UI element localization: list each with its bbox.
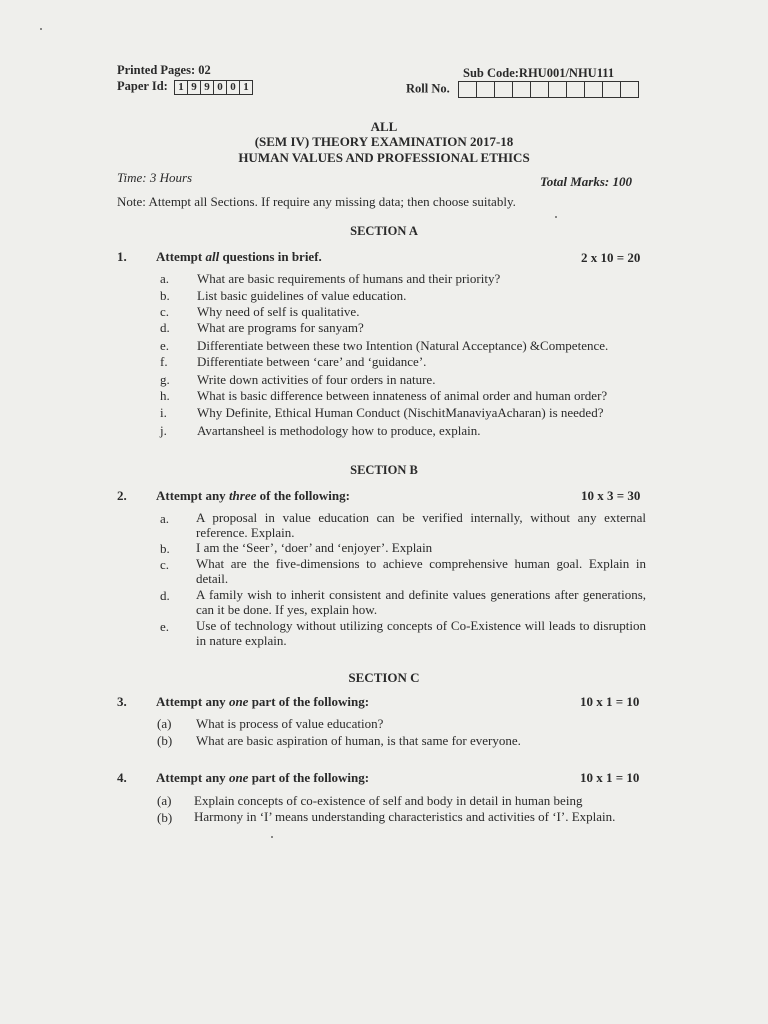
roll-no-box[interactable]	[620, 81, 639, 98]
scan-speck	[271, 836, 273, 838]
q1-instruction: Attempt all questions in brief.	[156, 249, 322, 264]
q4-marks: 10 x 1 = 10	[580, 770, 640, 785]
paper-id-label: Paper Id:	[117, 79, 168, 93]
sub-code: Sub Code:RHU001/NHU111	[463, 66, 615, 80]
list-item: List basic guidelines of value education.	[197, 288, 407, 303]
list-item: Why Definite, Ethical Human Conduct (NischitManaviyaAcharan) is needed?	[197, 405, 604, 420]
q4-instruction: Attempt any one part of the following:	[156, 770, 370, 785]
list-item: Differentiate between these two Intention (Natural Acceptance) &Competence.	[197, 338, 609, 353]
total-marks: Total Marks: 100	[540, 174, 632, 189]
section-a-heading: SECTION A	[350, 224, 418, 238]
list-item: Explain concepts of co-existence of self and body in detail in human being	[194, 793, 583, 808]
list-item-label: (a)	[157, 716, 172, 731]
list-item-label: b.	[160, 541, 170, 556]
list-item-label: d.	[160, 320, 170, 335]
paper-id	[117, 79, 253, 95]
list-item-label: e.	[160, 619, 170, 634]
note	[117, 194, 516, 210]
list-item-label: a.	[160, 271, 170, 286]
list-item: Differentiate between ‘care’ and ‘guidance’.	[197, 354, 427, 369]
list-item: What is process of value education?	[196, 716, 384, 731]
paper-id-digit: 1	[174, 80, 188, 95]
title-line-2: (SEM IV) THEORY EXAMINATION 2017-18	[254, 134, 514, 149]
list-item-label: (b)	[157, 810, 173, 825]
list-item-label: b.	[160, 288, 170, 303]
q3-instruction: Attempt any one part of the following:	[156, 694, 370, 709]
time: Time: 3 Hours	[117, 170, 193, 185]
list-item: What are basic requirements of humans and their priority?	[197, 271, 501, 286]
list-item: What is basic difference between innateness of animal order and human order?	[197, 388, 608, 403]
list-item-label: g.	[160, 372, 170, 387]
printed-pages: Printed Pages: 02	[117, 63, 211, 77]
roll-no-box[interactable]	[494, 81, 513, 98]
scan-speck	[40, 28, 42, 30]
roll-no-box[interactable]	[584, 81, 603, 98]
roll-no-label: Roll No.	[406, 81, 450, 96]
list-item-label: c.	[160, 557, 170, 572]
q3-marks: 10 x 1 = 10	[580, 694, 640, 709]
scan-speck	[555, 216, 557, 218]
paper-id-digit: 1	[239, 80, 253, 95]
list-item-label: a.	[160, 511, 170, 526]
roll-no-box[interactable]	[602, 81, 621, 98]
list-item-label: h.	[160, 388, 170, 403]
list-item-label: i.	[160, 405, 167, 420]
list-item: Why need of self is qualitative.	[197, 304, 360, 319]
paper-id-boxes	[175, 79, 253, 95]
list-item: Write down activities of four orders in nature.	[197, 372, 436, 387]
list-item-label: f.	[160, 354, 168, 369]
list-item-label: c.	[160, 304, 170, 319]
paper-id-digit: 9	[200, 80, 214, 95]
paper-id-digit: 0	[213, 80, 227, 95]
roll-no	[406, 81, 639, 98]
list-item: A proposal in value education can be verified internally, without any external reference. Explain.	[196, 510, 646, 540]
list-item-label: e.	[160, 338, 170, 353]
q2-marks: 10 x 3 = 30	[581, 488, 641, 503]
roll-no-boxes[interactable]	[459, 81, 639, 98]
list-item-label: j.	[160, 423, 167, 438]
q2-instruction: Attempt any three of the following:	[156, 488, 350, 503]
list-item-label: (b)	[157, 733, 173, 748]
list-item: Harmony in ‘I’ means understanding characteristics and activities of ‘I’. Explain.	[194, 809, 616, 824]
list-item: A family wish to inherit consistent and definite values generations after generations, can it be done. If yes, explain how.	[196, 587, 646, 617]
list-item: What are the five-dimensions to achieve comprehensive human goal. Explain in detail.	[196, 556, 646, 586]
roll-no-box[interactable]	[530, 81, 549, 98]
roll-no-box[interactable]	[566, 81, 585, 98]
roll-no-box[interactable]	[512, 81, 531, 98]
roll-no-box[interactable]	[548, 81, 567, 98]
section-c-heading: SECTION C	[348, 670, 420, 685]
q1-number: 1.	[117, 249, 127, 264]
q3-number: 3.	[117, 694, 127, 709]
paper-id-digit: 9	[187, 80, 201, 95]
title-line-3: HUMAN VALUES AND PROFESSIONAL ETHICS	[238, 150, 530, 165]
list-item: I am the ‘Seer’, ‘doer’ and ‘enjoyer’. Explain	[196, 540, 433, 555]
list-item: Use of technology without utilizing concepts of Co-Existence will leads to disruption in nature explain.	[196, 618, 646, 648]
list-item: Avartansheel is methodology how to produce, explain.	[197, 423, 481, 438]
roll-no-box[interactable]	[476, 81, 495, 98]
note-text: Attempt all Sections. If require any missing data; then choose suitably.	[148, 194, 516, 209]
roll-no-box[interactable]	[458, 81, 477, 98]
list-item: What are programs for sanyam?	[197, 320, 364, 335]
q2-number: 2.	[117, 488, 127, 503]
q1-marks: 2 x 10 = 20	[581, 250, 641, 265]
list-item-label: d.	[160, 588, 170, 603]
list-item: What are basic aspiration of human, is that same for everyone.	[196, 733, 521, 748]
title-line-1: ALL	[370, 119, 398, 134]
q4-number: 4.	[117, 770, 127, 785]
list-item-label: (a)	[157, 793, 172, 808]
paper-id-digit: 0	[226, 80, 240, 95]
note-label: Note:	[117, 194, 146, 209]
section-b-heading: SECTION B	[350, 463, 418, 477]
